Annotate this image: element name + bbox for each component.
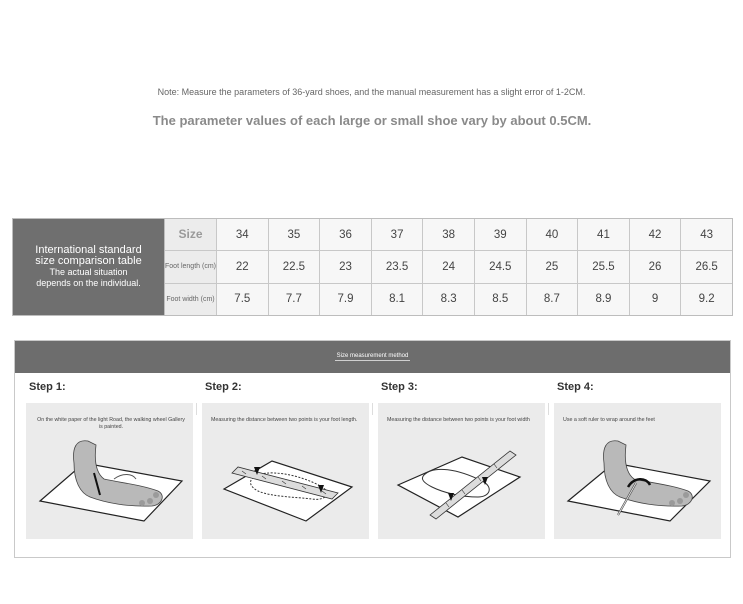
table-cell: 37 <box>372 219 424 250</box>
table-cell: 26 <box>630 251 682 282</box>
table-cell: 25 <box>527 251 579 282</box>
table-cell: 23 <box>320 251 372 282</box>
variance-note: The parameter values of each large or small shoe vary by about 0.5CM. <box>152 113 592 128</box>
step-2-label: Step 2: <box>205 381 242 393</box>
method-title: Size measurement method <box>336 353 409 359</box>
table-cell: 25.5 <box>578 251 630 282</box>
table-cell: 22.5 <box>269 251 321 282</box>
table-cell: 8.9 <box>578 284 630 315</box>
step-2-description: Measuring the distance between two points is your foot length. <box>211 417 358 423</box>
step-2 <box>202 381 372 539</box>
table-cell: 42 <box>630 219 682 250</box>
row-header-size: Size <box>165 219 217 250</box>
step-1-illustration <box>26 403 193 539</box>
table-cell: 7.5 <box>217 284 269 315</box>
table-row-foot-width <box>165 284 732 315</box>
table-cell: 26.5 <box>681 251 732 282</box>
table-cell: 24 <box>423 251 475 282</box>
method-header <box>15 341 730 373</box>
measure-note: Note: Measure the parameters of 36-yard shoes, and the manual measurement has a slight error of 1-2CM. <box>157 87 586 97</box>
table-title-line1: International standard <box>35 244 142 256</box>
table-subtitle-line1: The actual situation <box>49 267 128 277</box>
step-2-illustration <box>202 403 369 539</box>
step-3-label: Step 3: <box>381 381 418 393</box>
divider <box>372 403 373 415</box>
table-cell: 7.9 <box>320 284 372 315</box>
table-cell: 24.5 <box>475 251 527 282</box>
table-subtitle-line2: depends on the individual. <box>36 278 141 288</box>
table-cell: 41 <box>578 219 630 250</box>
table-cell: 7.7 <box>269 284 321 315</box>
table-cell: 8.3 <box>423 284 475 315</box>
ruler-width-icon <box>378 403 545 539</box>
step-4-illustration <box>554 403 721 539</box>
table-cell: 23.5 <box>372 251 424 282</box>
step-4-label: Step 4: <box>557 381 594 393</box>
table-cell: 34 <box>217 219 269 250</box>
table-cell: 8.7 <box>527 284 579 315</box>
step-3-illustration <box>378 403 545 539</box>
row-header-foot-width: Foot width (cm) <box>165 284 217 315</box>
table-cell: 40 <box>527 219 579 250</box>
table-title-line2: size comparison table <box>35 255 142 267</box>
size-measurement-method <box>14 340 731 558</box>
step-3-description: Measuring the distance between two points is your foot width <box>387 417 530 423</box>
table-cell: 36 <box>320 219 372 250</box>
table-row-foot-length <box>165 251 732 283</box>
table-title-block <box>13 219 165 315</box>
table-cell: 8.1 <box>372 284 424 315</box>
foot-wrap-icon <box>554 403 721 539</box>
table-cell: 9.2 <box>681 284 732 315</box>
step-4-description: Use a soft ruler to wrap around the feet <box>563 417 655 423</box>
size-comparison-table <box>12 218 733 316</box>
ruler-length-icon <box>202 403 369 539</box>
table-row-size <box>165 219 732 251</box>
table-cell: 43 <box>681 219 732 250</box>
step-1-label: Step 1: <box>29 381 66 393</box>
table-cell: 38 <box>423 219 475 250</box>
divider <box>196 403 197 415</box>
row-header-foot-length: Foot length (cm) <box>165 251 217 282</box>
table-cell: 39 <box>475 219 527 250</box>
table-cell: 35 <box>269 219 321 250</box>
step-4 <box>554 381 724 539</box>
step-3 <box>378 381 548 539</box>
foot-on-paper-icon <box>26 403 193 539</box>
table-cell: 22 <box>217 251 269 282</box>
table-cell: 8.5 <box>475 284 527 315</box>
step-1 <box>26 381 196 539</box>
table-cell: 9 <box>630 284 682 315</box>
divider <box>548 403 549 415</box>
step-1-description: On the white paper of the light Road, the walking wheel Gallery is painted. <box>37 417 185 430</box>
